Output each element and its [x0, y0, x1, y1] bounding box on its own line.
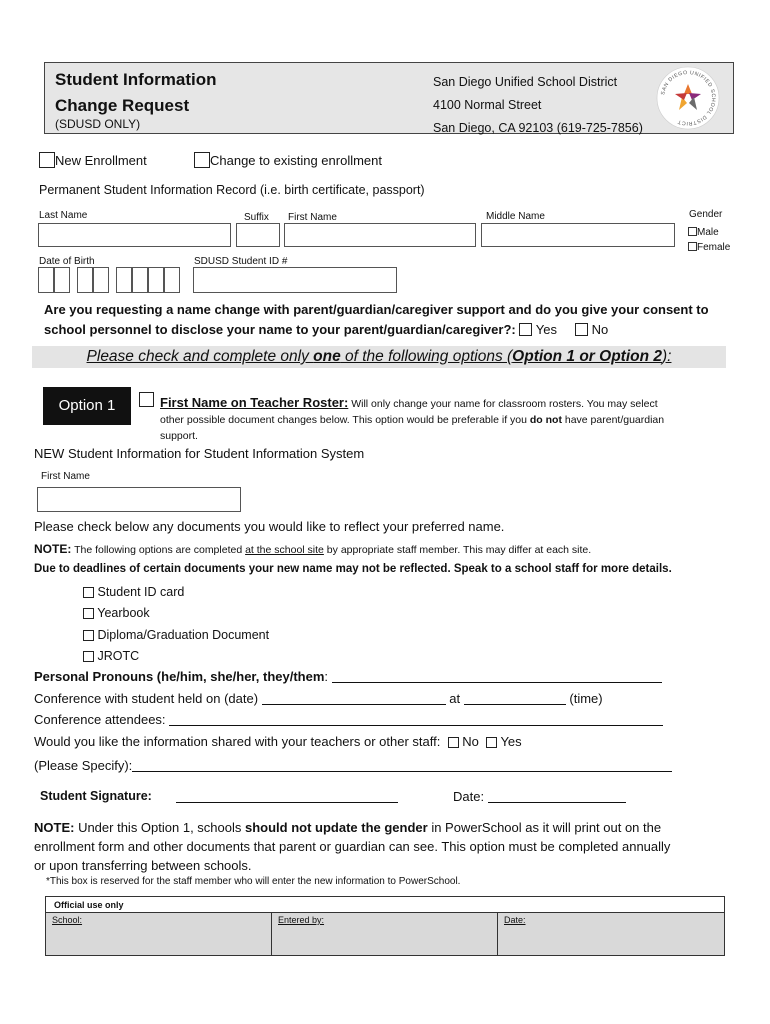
new-first-name-label: First Name	[41, 471, 90, 482]
form-scope: (SDUSD ONLY)	[55, 117, 141, 131]
dob-box[interactable]	[93, 267, 109, 293]
official-entered-by-field[interactable]: Entered by:	[272, 913, 498, 955]
svg-text:SAN DIEGO UNIFIED SCHOOL DISTR: SAN DIEGO UNIFIED SCHOOL DISTRICT	[660, 69, 717, 127]
options-banner: Please check and complete only one of the following options (Option 1 or Option 2):	[32, 346, 726, 368]
new-first-name-input[interactable]	[37, 487, 241, 512]
first-name-label: First Name	[288, 212, 337, 223]
gender-label: Gender	[689, 209, 723, 220]
final-note: NOTE: Under this Option 1, schools should not update the gender in PowerSchool as it will print out on the enrollment form and other documents that parent or guardian can see. This option must be completed annually or upon transferring between schools.	[34, 820, 671, 873]
conference-date-line: Conference with student held on (date) at (time)	[34, 691, 603, 706]
middle-name-input[interactable]	[481, 223, 675, 247]
district-logo	[655, 65, 721, 131]
district-city: San Diego, CA 92103 (619-725-7856)	[433, 121, 643, 135]
share-yes-checkbox[interactable]	[486, 737, 497, 748]
option1-badge: Option 1	[43, 387, 131, 425]
option1-desc-end: support.	[160, 430, 198, 442]
option1-title-line: First Name on Teacher Roster: Will only change your name for classroom rosters. You may select	[160, 395, 658, 410]
option1-desc: other possible document changes below. This option would be preferable if you do not have parent/guardian	[160, 414, 665, 426]
dob-box[interactable]	[116, 267, 132, 293]
district-address	[433, 71, 643, 140]
option1-checkbox[interactable]	[139, 392, 154, 407]
form-header	[44, 62, 734, 134]
share-specify-line: (Please Specify):	[34, 757, 672, 773]
dob-box[interactable]	[77, 267, 93, 293]
share-specify-input[interactable]	[132, 757, 672, 772]
dob-box[interactable]	[132, 267, 148, 293]
conference-attendees-line: Conference attendees:	[34, 711, 663, 727]
student-id-card-checkbox[interactable]	[83, 587, 94, 598]
option1-title: First Name on Teacher Roster:	[160, 395, 349, 410]
dob-box[interactable]	[38, 267, 54, 293]
diploma-checkbox[interactable]	[83, 630, 94, 641]
permanent-record-heading: Permanent Student Information Record (i.e. birth certificate, passport)	[39, 183, 425, 197]
share-question-line: Would you like the information shared with your teachers or other staff: No Yes	[34, 734, 522, 749]
first-name-input[interactable]	[284, 223, 476, 247]
list-item[interactable]: JROTC	[83, 646, 269, 667]
conference-attendees-input[interactable]	[169, 711, 663, 726]
student-id-input[interactable]	[193, 267, 397, 293]
dob-box[interactable]	[164, 267, 180, 293]
change-enrollment-option[interactable]: Change to existing enrollment	[194, 152, 382, 168]
deadline-warning: Due to deadlines of certain documents your new name may not be reflected. Speak to a school staff for more details.	[34, 563, 672, 575]
new-enrollment-option[interactable]: New Enrollment	[39, 152, 147, 168]
dob-box[interactable]	[148, 267, 164, 293]
district-street: 4100 Normal Street	[433, 98, 542, 112]
yearbook-checkbox[interactable]	[83, 608, 94, 619]
consent-question: Are you requesting a name change with parent/guardian/caregiver support and do you give your consent to school personnel to disclose your name to your parent/guardian/caregiver?: Yes No	[44, 302, 709, 337]
female-checkbox[interactable]	[688, 242, 697, 251]
list-item[interactable]: Diploma/Graduation Document	[83, 625, 269, 646]
official-use-box	[45, 896, 725, 956]
official-use-heading: Official use only	[46, 897, 724, 913]
consent-no-checkbox[interactable]	[575, 323, 588, 336]
list-item[interactable]: Yearbook	[83, 603, 269, 624]
suffix-label: Suffix	[244, 212, 269, 223]
form-title: Student Information Change Request	[55, 70, 217, 115]
dob-label: Date of Birth	[39, 256, 95, 267]
signature-date-input[interactable]	[488, 788, 626, 803]
consent-yes-checkbox[interactable]	[519, 323, 532, 336]
male-checkbox[interactable]	[688, 227, 697, 236]
change-enrollment-checkbox[interactable]	[194, 152, 210, 168]
reserved-note: *This box is reserved for the staff member who will enter the new information to PowerSchool.	[46, 876, 461, 887]
gender-female-option[interactable]: Female	[688, 242, 730, 253]
pronouns-input[interactable]	[332, 668, 662, 683]
jrotc-checkbox[interactable]	[83, 651, 94, 662]
gender-male-option[interactable]: Male	[688, 227, 719, 238]
signature-input[interactable]	[176, 788, 398, 803]
middle-name-label: Middle Name	[486, 211, 545, 222]
student-id-label: SDUSD Student ID #	[194, 256, 288, 267]
conference-time-input[interactable]	[464, 690, 566, 705]
signature-date-line: Date:	[453, 788, 626, 804]
district-name: San Diego Unified School District	[433, 75, 618, 89]
signature-label: Student Signature:	[40, 789, 152, 803]
share-no-checkbox[interactable]	[448, 737, 459, 748]
documents-note: NOTE: The following options are completed at the school site by appropriate staff member. This may differ at each site.	[34, 542, 592, 556]
suffix-input[interactable]	[236, 223, 280, 247]
document-list	[83, 582, 269, 667]
conference-date-input[interactable]	[262, 690, 446, 705]
pronouns-line: Personal Pronouns (he/him, she/her, they/them:	[34, 668, 662, 684]
official-date-field[interactable]: Date:	[498, 913, 724, 955]
list-item[interactable]: Student ID card	[83, 582, 269, 603]
official-school-field[interactable]: School:	[46, 913, 272, 955]
new-enrollment-checkbox[interactable]	[39, 152, 55, 168]
last-name-input[interactable]	[38, 223, 231, 247]
last-name-label: Last Name	[39, 210, 88, 221]
new-info-heading: NEW Student Information for Student Information System	[34, 446, 365, 461]
documents-prompt: Please check below any documents you would like to reflect your preferred name.	[34, 519, 505, 534]
dob-box[interactable]	[54, 267, 70, 293]
